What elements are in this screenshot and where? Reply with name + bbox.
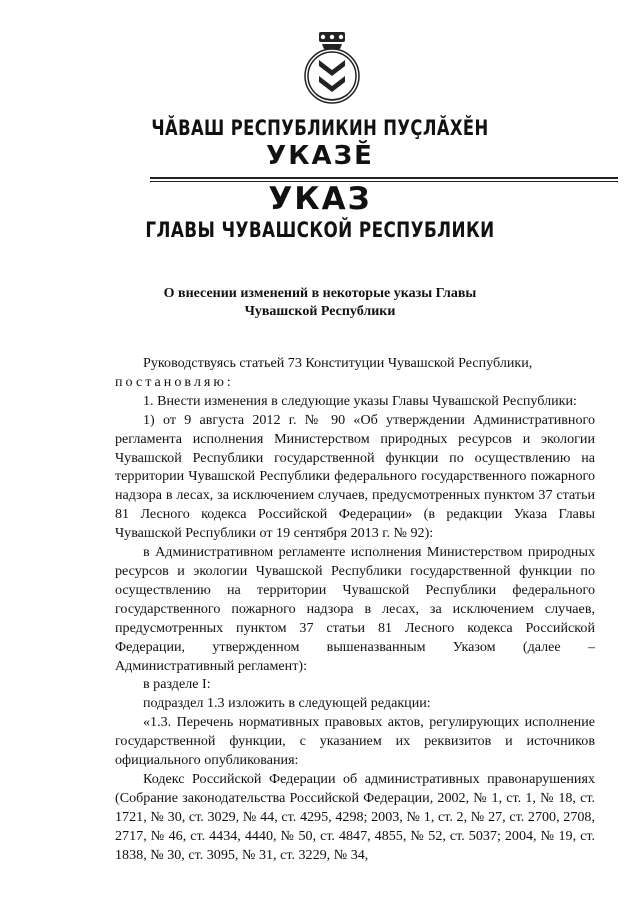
header-ukaz: УКАЗ xyxy=(268,181,372,217)
paragraph-decree-word: постановляю: xyxy=(115,373,234,390)
divider-thick xyxy=(150,177,618,179)
document-body xyxy=(115,354,595,864)
header-head-of-republic: ГЛАВЫ ЧУВАШСКОЙ РЕСПУБЛИКИ xyxy=(145,218,495,242)
paragraph-admin-regulation: в Административном регламенте исполнения Министерством природных ресурсов и экологии Чувашской Республики государственной функции по осуществлению на территории Чувашской Республики федерального государственного пожарного надзора в лесах, за исключением случаев, предусмотренных пунктом 37 статьи 81 Лесного кодекса Российской Федерации, утвержденном вышеназванным Указом (далее – Административный регламент): xyxy=(115,544,595,674)
subject-line-1: О внесении изменений в некоторые указы Главы xyxy=(163,286,477,301)
header-ukaze: УКАЗĔ xyxy=(266,141,374,171)
paragraph-subitem-1: 1) от 9 августа 2012 г. № 90 «Об утверждении Административного регламента исполнения Министерством природных ресурсов и экологии Чувашской Республики государственной функции по осуществлению на территории Чувашской Республики федерального государственного пожарного надзора в лесах, за исключением случаев, предусмотренных пунктом 37 статьи 81 Лесного кодекса Российской Федерации» (в редакции Указа Главы Чувашской Республики от 19 сентября 2013 г. № 92): xyxy=(115,411,595,542)
document-subject xyxy=(150,285,490,321)
paragraph-subsection: подраздел 1.3 изложить в следующей редакции: xyxy=(143,695,431,712)
paragraph-section-1: в разделе I: xyxy=(143,676,211,693)
paragraph-code-reference: Кодекс Российской Федерации об административных правонарушениях (Собрание законодательства Российской Федерации, 2002, № 1, ст. 1, № 18, ст. 1721, № 30, ст. 3029, № 44, ст. 4295, 4298; 2003, № 1, ст. 2, № 27, ст. 2700, 2708, 2717, № 46, ст. 4434, 4440, № 50, ст. 4847, 4855, № 52, ст. 5037; 2004, № 19, ст. 1838, № 30, ст. 3095, № 31, ст. 3229, № 34, xyxy=(115,770,595,863)
paragraph-item-1: 1. Внести изменения в следующие указы Главы Чувашской Республики: xyxy=(143,392,577,409)
header-chuvash-line: ЧĂВАШ РЕСПУБЛИКИН ПУÇЛĂХĔН xyxy=(151,116,489,140)
subject-line-2: Чувашской Республики xyxy=(244,304,396,319)
paragraph-preamble: Руководствуясь статьей 73 Конституции Чувашской Республики, xyxy=(143,355,533,371)
paragraph-list-intro: «1.3. Перечень нормативных правовых актов, регулирующих исполнение государственной функции, с указанием их реквизитов и источников официального опубликования: xyxy=(115,714,595,769)
coat-of-arms-emblem xyxy=(292,30,372,106)
